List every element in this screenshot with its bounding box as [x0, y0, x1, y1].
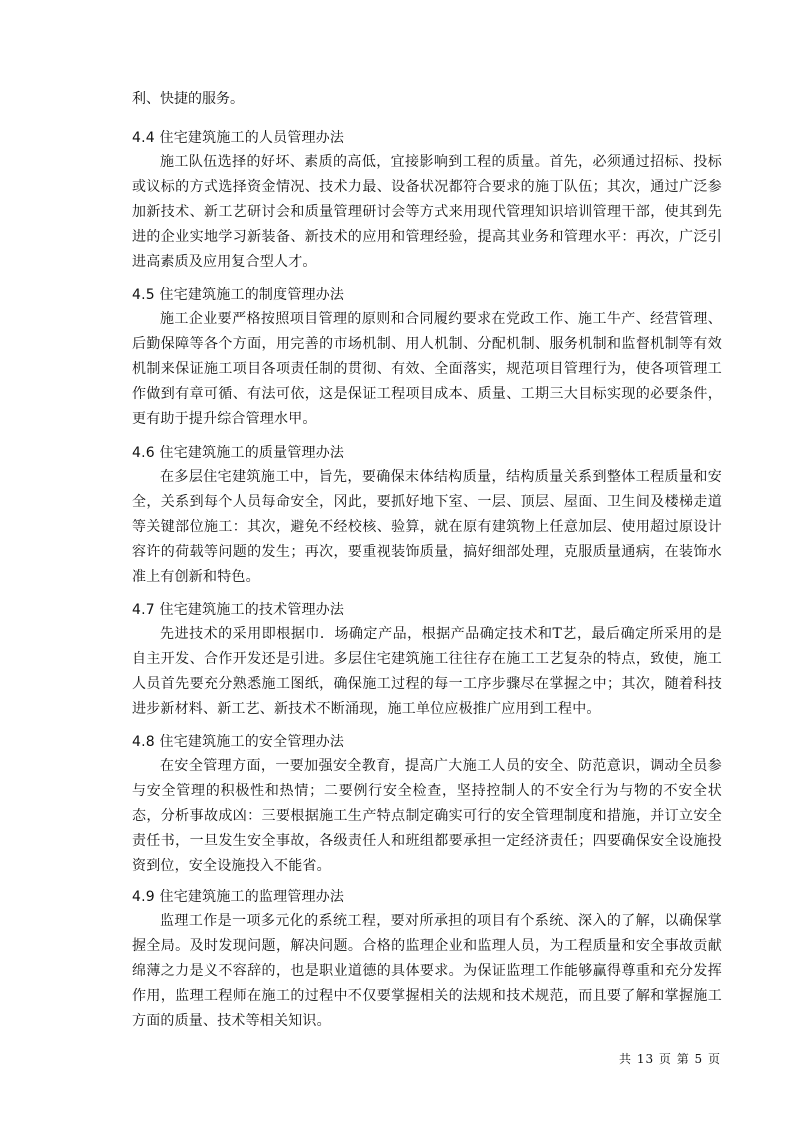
paragraph: 施工企业要严格按照项目管理的原则和合同履约要求在党政工作、施工牛产、经营管理、后勤保障等各个方面，用完善的市场机制、用人机制、分配机制、服务机制和监督机制等有效机制来保证施工项目各项责任制的贯彻、有效、全面落实，规范项目管理行为，使各项管理工作做到有章可循、有法可依，这是保证工程项目成本、质量、工期三大目标实现的必要条件，更有助于提升综合管理水甲。 [132, 311, 722, 427]
section-body-4-5 [132, 307, 722, 432]
section-heading-4-9: 4.9 住宅建筑施工的监理管理办法 [132, 889, 345, 905]
section-body-4-9 [132, 909, 722, 1034]
section-heading-4-8: 4.8 住宅建筑施工的安全管理办法 [132, 734, 345, 750]
section-heading-4-7: 4.7 住宅建筑施工的技术管理办法 [132, 602, 345, 618]
section-body-4-6 [132, 465, 722, 590]
lead-text: 利、快捷的服务。 [132, 91, 244, 107]
section-heading-4-5: 4.5 住宅建筑施工的制度管理办法 [132, 287, 345, 303]
paragraph: 监理工作是一项多元化的系统工程，要对所承担的项目有个系统、深入的了解，以确保掌握全局。及时发现问题，解决问题。合格的监理企业和监理人员，为工程质量和安全事故贡献绵薄之力是义不容辞的，也是职业道德的具体要求。为保证监理工作能够赢得尊重和充分发挥作用，监理工程师在施工的过程中不仅要掌握相关的法规和技术规范，而且要了解和掌握施工方面的质量、技术等相关知识。 [132, 913, 722, 1029]
section-body-4-7 [132, 622, 722, 722]
paragraph: 在多层住宅建筑施工中，旨先，要确保末体结构质量，结构质量关系到整体工程质量和安全，关系到每个人员每命安全，冈此，要抓好地下室、一层、顶层、屋面、卫生间及楼梯走道等关键部位施工：其次，避免不经校核、验算，就在原有建筑物上任意加层、使用超过原设计容许的荷载等问题的发生；再次，要重视装饰质量，搞好细部处理，克服质量通病，在装饰水准上有创新和特色。 [132, 469, 722, 585]
paragraph: 先进技术的采用即根据巾．场确定产品，根据产品确定技术和T艺，最后确定所采用的是自主开发、合作开发还是引进。多层住宅建筑施工往往存在施工工艺复杂的特点，致使，施工人员首先要充分熟悉施工图纸，确保施工过程的每一工序步骤尽在掌握之中；其次，随着科技进步新材料、新工艺、新技术不断涌现，施工单位应极推广应用到工程中。 [132, 626, 722, 717]
page-footer: 共 13 页 第 5 页 [619, 1052, 721, 1066]
paragraph: 在安全管理方面，一要加强安全教育，提高广大施工人员的安全、防范意识，调动全员参与安全管理的积极性和热情；二要例行安全检查，坚持控制人的不安全行为与物的不安全状态，分析事故成凶：三要根据施工生产特点制定确实可行的安全管理制度和措施，并订立安全责任书，一旦发生安全事故，各级责任人和班组都要承担一定经济责任；四要确保安全设施投资到位，安全设施投入不能省。 [132, 758, 722, 874]
section-heading-4-4: 4.4 住宅建筑施工的人员管理办法 [132, 130, 345, 146]
section-body-4-8 [132, 754, 722, 879]
section-heading-4-6: 4.6 住宅建筑施工的质量管理办法 [132, 445, 345, 461]
section-body-4-4 [132, 150, 722, 275]
paragraph: 施工队伍选择的好坏、素质的高低，宜接影响到工程的质量。首先，必须通过招标、投标或议标的方式选择资金情况、技术力最、设备状况都符合要求的施丁队伍；其次，通过广泛参加新技术、新工艺研讨会和质量管理研讨会等方式来用现代管理知识培训管理干部，使其到先进的企业实地学习新装备、新技术的应用和管理经验，提高其业务和管理水平：再次，广泛引进高素质及应用复合型人才。 [132, 154, 722, 270]
